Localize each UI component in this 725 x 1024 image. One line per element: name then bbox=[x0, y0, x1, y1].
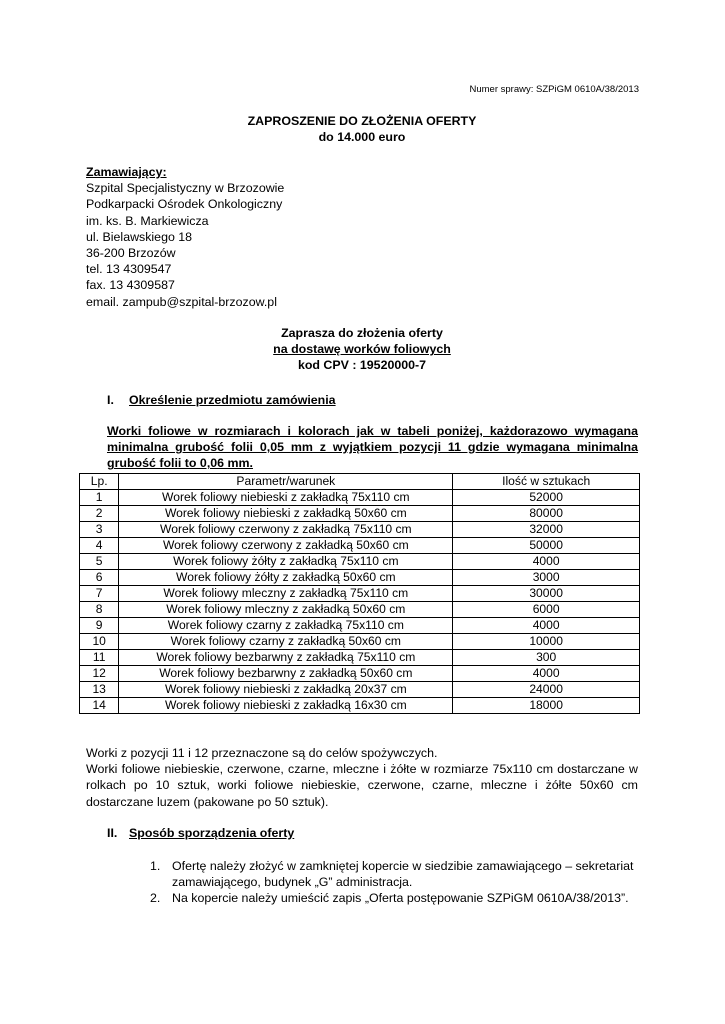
cell-parameter: Worek foliowy niebieski z zakładką 50x60 cm bbox=[119, 506, 453, 522]
section-1-title: Określenie przedmiotu zamówienia bbox=[129, 393, 336, 407]
list-item bbox=[150, 890, 640, 906]
cell-parameter: Worek foliowy czerwony z zakładką 75x110 cm bbox=[119, 522, 453, 538]
client-line: tel. 13 4309547 bbox=[86, 262, 172, 277]
header-quantity: Ilość w sztukach bbox=[453, 474, 640, 490]
cell-parameter: Worek foliowy niebieski z zakładką 20x37 cm bbox=[119, 682, 453, 698]
cell-parameter: Worek foliowy czerwony z zakładką 50x60 cm bbox=[119, 538, 453, 554]
cell-lp: 4 bbox=[80, 538, 119, 554]
client-line: 36-200 Brzozów bbox=[86, 246, 176, 261]
case-number: Numer sprawy: SZPiGM 0610A/38/2013 bbox=[469, 84, 639, 95]
cell-lp: 12 bbox=[80, 666, 119, 682]
title-line-1: ZAPROSZENIE DO ZŁOŻENIA OFERTY bbox=[247, 114, 477, 128]
material-requirement: Worki foliowe w rozmiarach i kolorach jak w tabeli poniżej, każdorazowo wymagana minimalna grubość folii 0,05 mm z wyjątkiem pozycji 11 gdzie wymagana minimalna grubość folii to 0,06 mm. bbox=[107, 424, 638, 471]
offer-steps-list bbox=[150, 858, 640, 907]
cell-quantity: 18000 bbox=[453, 698, 640, 714]
cell-lp: 14 bbox=[80, 698, 119, 714]
cell-lp: 3 bbox=[80, 522, 119, 538]
section-1-heading bbox=[107, 392, 336, 408]
list-item-text: Na kopercie należy umieścić zapis „Oferta postępowanie SZPiGM 0610A/38/2013”. bbox=[172, 891, 629, 906]
cell-parameter: Worek foliowy żółty z zakładką 50x60 cm bbox=[119, 570, 453, 586]
note-food-use: Worki z pozycji 11 i 12 przeznaczone są do celów spożywczych. bbox=[86, 746, 438, 760]
cell-quantity: 32000 bbox=[453, 522, 640, 538]
table-row bbox=[80, 570, 640, 586]
cell-quantity: 50000 bbox=[453, 538, 640, 554]
client-line: Szpital Specjalistyczny w Brzozowie bbox=[86, 181, 285, 196]
cell-lp: 11 bbox=[80, 650, 119, 666]
table-row bbox=[80, 634, 640, 650]
table-row bbox=[80, 506, 640, 522]
cell-quantity: 4000 bbox=[453, 618, 640, 634]
list-item bbox=[150, 858, 640, 890]
cell-parameter: Worek foliowy mleczny z zakładką 50x60 cm bbox=[119, 602, 453, 618]
table-row bbox=[80, 522, 640, 538]
table-row bbox=[80, 618, 640, 634]
cell-lp: 5 bbox=[80, 554, 119, 570]
cell-quantity: 3000 bbox=[453, 570, 640, 586]
cell-parameter: Worek foliowy bezbarwny z zakładką 50x60 cm bbox=[119, 666, 453, 682]
client-line: Podkarpacki Ośrodek Onkologiczny bbox=[86, 197, 283, 212]
table-row bbox=[80, 554, 640, 570]
cell-lp: 6 bbox=[80, 570, 119, 586]
cell-quantity: 10000 bbox=[453, 634, 640, 650]
cell-quantity: 6000 bbox=[453, 602, 640, 618]
document-title bbox=[86, 113, 638, 145]
list-item-text: Ofertę należy złożyć w zamkniętej kopercie w siedzibie zamawiającego – sekretariat zamawiającego, budynek „G” administracja. bbox=[172, 859, 634, 890]
cell-parameter: Worek foliowy niebieski z zakładką 16x30 cm bbox=[119, 698, 453, 714]
cell-lp: 2 bbox=[80, 506, 119, 522]
section-2-title: Sposób sporządzenia oferty bbox=[129, 826, 295, 840]
table-row bbox=[80, 666, 640, 682]
header-lp: Lp. bbox=[80, 474, 119, 490]
invitation-line-2: na dostawę worków foliowych bbox=[273, 342, 451, 357]
cell-quantity: 300 bbox=[453, 650, 640, 666]
title-line-2: do 14.000 euro bbox=[318, 130, 406, 145]
cell-quantity: 80000 bbox=[453, 506, 640, 522]
client-email: email. zampub@szpital-brzozow.pl bbox=[86, 294, 277, 309]
cell-parameter: Worek foliowy czarny z zakładką 50x60 cm bbox=[119, 634, 453, 650]
invitation-line-1: Zaprasza do złożenia oferty bbox=[281, 326, 443, 340]
note-packaging: Worki foliowe niebieskie, czerwone, czarne, mleczne i żółte w rozmiarze 75x110 cm dostarczane w rolkach po 10 sztuk, worki foliowe niebieskie, czerwone, czarne, mleczne i żółte 50x60 cm dostarczane luzem (pakowane po 50 sztuk). bbox=[86, 762, 638, 809]
cell-lp: 10 bbox=[80, 634, 119, 650]
table-row bbox=[80, 586, 640, 602]
table-row bbox=[80, 602, 640, 618]
cell-lp: 1 bbox=[80, 490, 119, 506]
table-header-row bbox=[80, 474, 640, 490]
table-row bbox=[80, 682, 640, 698]
header-parameter: Parametr/warunek bbox=[119, 474, 453, 490]
table-row bbox=[80, 650, 640, 666]
section-2-heading bbox=[107, 825, 294, 841]
cell-quantity: 52000 bbox=[453, 490, 640, 506]
cell-quantity: 24000 bbox=[453, 682, 640, 698]
table-row bbox=[80, 490, 640, 506]
cell-quantity: 4000 bbox=[453, 554, 640, 570]
notes-block bbox=[86, 745, 638, 810]
cell-quantity: 30000 bbox=[453, 586, 640, 602]
list-marker: 1. bbox=[150, 859, 161, 873]
cell-parameter: Worek foliowy bezbarwny z zakładką 75x110 cm bbox=[119, 650, 453, 666]
cpv-code: kod CPV : 19520000-7 bbox=[297, 358, 427, 373]
cell-lp: 8 bbox=[80, 602, 119, 618]
table-row bbox=[80, 698, 640, 714]
cell-parameter: Worek foliowy mleczny z zakładką 75x110 cm bbox=[119, 586, 453, 602]
client-line: fax. 13 4309587 bbox=[86, 278, 175, 293]
cell-lp: 7 bbox=[80, 586, 119, 602]
client-heading: Zamawiający: bbox=[86, 165, 167, 179]
section-2-number: II. bbox=[107, 826, 118, 840]
cell-parameter: Worek foliowy czarny z zakładką 75x110 cm bbox=[119, 618, 453, 634]
cell-quantity: 4000 bbox=[453, 666, 640, 682]
client-line: ul. Bielawskiego 18 bbox=[86, 229, 193, 244]
client-line: im. ks. B. Markiewicza bbox=[86, 213, 209, 228]
table-row bbox=[80, 538, 640, 554]
section-1-number: I. bbox=[107, 393, 114, 407]
client-block bbox=[86, 164, 284, 310]
items-table bbox=[79, 473, 640, 714]
invitation-block bbox=[86, 325, 638, 374]
cell-parameter: Worek foliowy niebieski z zakładką 75x110 cm bbox=[119, 490, 453, 506]
cell-lp: 9 bbox=[80, 618, 119, 634]
cell-parameter: Worek foliowy żółty z zakładką 75x110 cm bbox=[119, 554, 453, 570]
list-marker: 2. bbox=[150, 891, 161, 906]
cell-lp: 13 bbox=[80, 682, 119, 698]
